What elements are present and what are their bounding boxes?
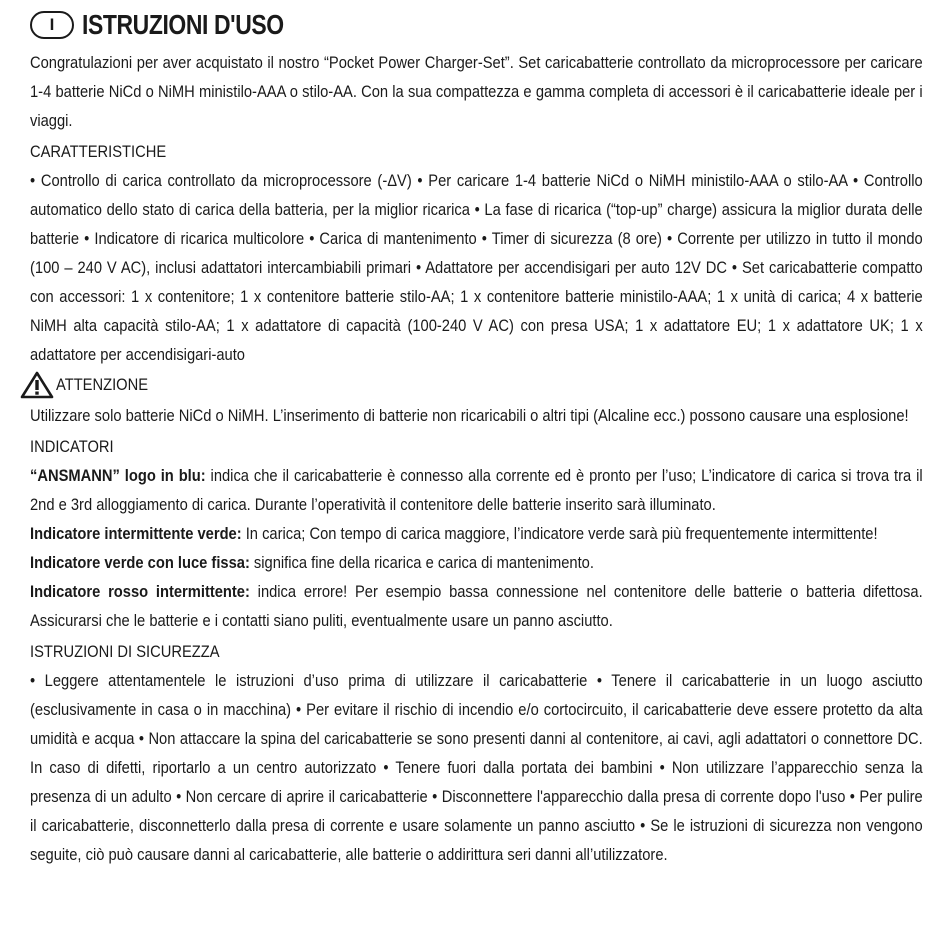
indicator-text: In carica; Con tempo di carica maggiore, l’indicatore verde sarà più frequentemente intermittente! [241,524,878,543]
features-heading: CARATTERISTICHE [30,142,167,161]
indicator-text: indica errore! Per esempio bassa connessione nel contenitore delle batterie o batteria difettosa. Assicurarsi che le batterie e i contatti siano puliti, eventualmente usare un panno asciutto. [30,582,923,630]
indicator-label: Indicatore rosso intermittente: [30,582,250,601]
warning-triangle-icon [20,371,54,399]
warning-paragraph: Utilizzare solo batterie NiCd o NiMH. L’inserimento di batterie non ricaricabili o altri tipi (Alcaline ecc.) possono causare una esplosione! [30,406,909,425]
page-title: ISTRUZIONI D'USO [82,9,284,40]
indicator-label: Indicatore intermittente verde: [30,524,242,543]
intro-paragraph: Congratulazioni per aver acquistato il nostro “Pocket Power Charger-Set”. Set caricabatterie controllato da microprocessore per caricare 1-4 batterie NiCd o NiMH ministilo-AAA o stilo-AA. Con la sua compattezza e gamma completa di accessori è il caricabatterie ideale per i viaggi. [30,53,923,130]
indicator-text: significa fine della ricarica e carica di mantenimento. [249,553,594,572]
warning-heading: ATTENZIONE [56,375,149,394]
title-row [30,6,922,44]
warning-heading-row [20,369,922,401]
indicator-item-red-blinking [30,577,923,635]
language-badge [30,11,74,39]
safety-paragraph: • Leggere attentamentele le istruzioni d’uso prima di utilizzare il caricabatterie • Tenere il caricabatterie in un luogo asciutto (esclusivamente in casa o in macchina) • Per evitare il rischio di incendio e/o cortocircuito, il caricabatterie deve essere protetto da alta umidità e acqua • Non attaccare la spina del caricabatterie se sono presenti danni al contenitore, ai cavi, agli adattatori o connettore DC. In caso di difetti, riportarlo a un centro autorizzato • Tenere fuori dalla portata dei bambini • Non utilizzare l’apparecchio senza la presenza di un adulto • Non cercare di aprire il caricabatterie • Disconnettere l'apparecchio dalla presa di corrente dopo l'uso • Per pulire il caricabatterie, disconnetterlo dalla presa di corrente e usare solamente un panno asciutto • Se le istruzioni di sicurezza non vengono seguite, ciò può causare danni al caricabatterie, alle batterie o addirittura seri danni all’utilizzatore. [30,671,923,864]
language-code: I [49,15,55,34]
indicator-label: “ANSMANN” logo in blu: [30,466,206,485]
indicator-item-blue-logo [30,461,923,519]
indicator-label: Indicatore verde con luce fissa: [30,553,250,572]
safety-heading: ISTRUZIONI DI SICUREZZA [30,642,220,661]
instruction-page [30,6,922,869]
indicators-heading: INDICATORI [30,437,114,456]
features-paragraph: • Controllo di carica controllato da microprocessore (-ΔV) • Per caricare 1-4 batterie NiCd o NiMH ministilo-AAA o stilo-AA • Controllo automatico dello stato di carica della batteria, per la miglior ricarica • La fase di ricarica (“top-up” charge) assicura la miglior durata delle batterie • Indicatore di ricarica multicolore • Carica di mantenimento • Timer di sicurezza (8 ore) • Corrente per utilizzo in tutto il mondo (100 – 240 V AC), inclusi adattatori intercambiabili primari • Adattatore per accendisigari per auto 12V DC • Set caricabatterie compatto con accessori: 1 x contenitore; 1 x contenitore batterie stilo-AA; 1 x contenitore batterie ministilo-AAA; 1 x unità di carica; 4 x batterie NiMH alta capacità stilo-AA; 1 x adattatore di capacità (100-240 V AC) con presa USA; 1 x adattatore EU; 1 x adattatore UK; 1 x adattatore per accendisigari-auto [30,171,923,364]
indicator-item-green-steady [30,548,923,577]
indicator-item-green-blinking [30,519,923,548]
indicator-text: indica che il caricabatterie è connesso alla corrente ed è pronto per l’uso; L’indicatore di carica si trova tra il 2nd e 3rd alloggiamento di carica. Durante l’operatività il contenitore delle batterie inserito sarà illuminato. [30,466,923,514]
